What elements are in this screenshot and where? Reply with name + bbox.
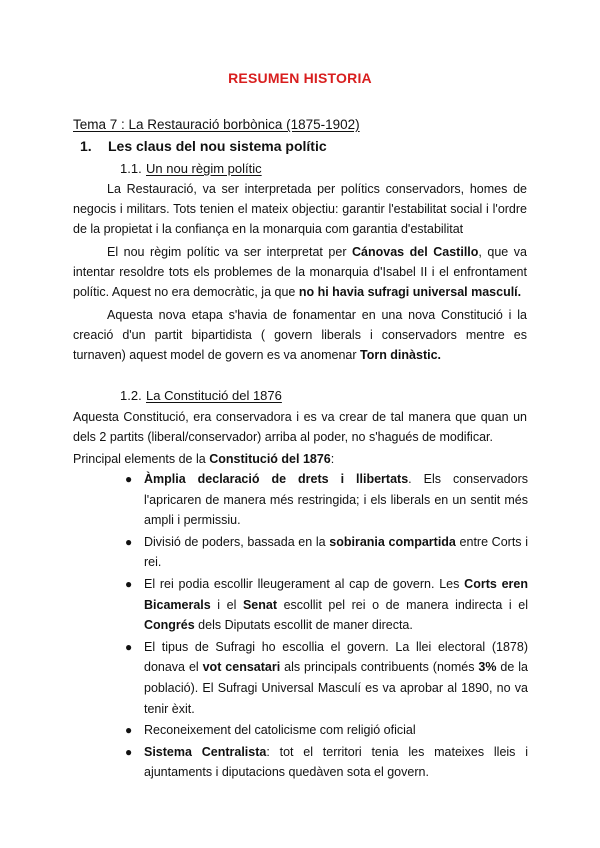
bold-text: sobirania compartida xyxy=(329,534,456,549)
text-run: El tipus de Sufragi ho escollia el govern. La llei electoral (1878) donava el xyxy=(144,639,528,675)
bullet-icon: ● xyxy=(125,639,133,654)
bold-text: vot censatari xyxy=(202,660,281,675)
subsection-title: Un nou règim polític xyxy=(146,161,262,176)
text-run: als principals contribuents (només xyxy=(280,660,479,675)
list-item xyxy=(118,742,528,783)
list-item xyxy=(118,532,528,573)
subsection-number: 1.2. xyxy=(120,388,142,403)
text-run: de la població). El Sufragi Universal Masculí es va aprobar al 1890, no va tenir èxit. xyxy=(144,660,528,716)
text-run: El nou règim polític va ser interpretat per xyxy=(107,245,353,259)
text-run: i el xyxy=(210,597,243,612)
bold-text: Corts eren Bicamerals xyxy=(144,576,528,612)
bold-text: no hi havia sufragi universal masculí. xyxy=(298,285,522,299)
subsection-title: La Constitució del 1876 xyxy=(146,388,282,403)
bold-text: Torn dinàstic. xyxy=(359,348,442,362)
text-run: Divisió de poders, bassada en la xyxy=(144,534,330,549)
list-item xyxy=(118,637,528,719)
text-run: : xyxy=(330,452,335,466)
text-run: Aquesta nova etapa s'havia de fonamentar en una nova Constitució i la creació d'un partit bipartidista ( govern liberals i conservadors mentre es turnaven) aquest model de govern es va anomenar xyxy=(73,308,527,362)
bullet-icon: ● xyxy=(125,744,133,759)
section-title: Les claus del nou sistema polític xyxy=(108,138,327,154)
paragraph-elements xyxy=(73,449,527,469)
list-item xyxy=(118,574,528,636)
bullet-icon: ● xyxy=(125,576,133,591)
section-number: 1. xyxy=(80,138,92,154)
subsection-heading-1 xyxy=(120,161,262,176)
bold-text: Congrés xyxy=(144,618,195,633)
text-run: . Els conservadors l'apricaren de manera més restringida; i els liberals en un sentit més ampli i permissiu. xyxy=(144,472,528,528)
bold-text: Àmplia declaració de drets i llibertats xyxy=(144,472,409,486)
bold-text: 3% xyxy=(478,660,497,675)
text-run: Principal elements de la xyxy=(73,452,210,466)
bullet-icon: ● xyxy=(125,472,133,486)
text-run: Reconeixement del catolicisme com religió oficial xyxy=(144,723,416,738)
bold-text: Cánovas del Castillo xyxy=(352,245,479,259)
section-heading xyxy=(80,138,327,154)
subsection-heading-2 xyxy=(120,388,282,403)
text-run: entre Corts i rei. xyxy=(144,534,528,570)
paragraph-restauracio: La Restauració, va ser interpretada per polítics conservadors, homes de negocis i militars. Tots tenien el mateix objectiu: garantir l'estabilitat social i l'ordre de la propietat i la confiança en la monarquia com garantia d'estabilitat xyxy=(73,182,527,236)
bold-text: Senat xyxy=(242,597,278,612)
text-run: : tot el territori tenia les mateixes lleis i ajuntaments i diputacions quedàven sota el govern. xyxy=(144,744,528,780)
bullet-icon: ● xyxy=(125,723,133,738)
tema-heading: Tema 7 : La Restauració borbònica (1875-1902) xyxy=(73,117,360,132)
text-run: escollit pel rei o de manera indirecta i el xyxy=(277,597,528,612)
subsection-number: 1.1. xyxy=(120,161,142,176)
text-run: , que va intentar resoldre tots els problemes de la monarquia d'Isabel II i el enfrontament polític. Aquest no era democràtic, ja que xyxy=(73,245,527,299)
bold-text: Constitució del 1876 xyxy=(209,452,331,466)
paragraph-nova-etapa xyxy=(73,305,527,365)
document-title: RESUMEN HISTORIA xyxy=(228,70,372,86)
bullet-icon: ● xyxy=(125,534,133,549)
bold-text: Sistema Centralista xyxy=(144,744,267,759)
paragraph-nou-regim xyxy=(73,242,527,302)
list-item xyxy=(118,720,528,741)
text-run: dels Diputats escollit de maner directa. xyxy=(194,618,413,633)
paragraph-constitucio: Aquesta Constitució, era conservadora i es va crear de tal manera que quan un dels 2 partits (liberal/conservador) arriba al poder, no s'hagués de modificar. xyxy=(73,410,527,444)
text-run: El rei podia escollir lleugerament al cap de govern. Les xyxy=(144,576,465,591)
list-item xyxy=(118,469,528,531)
elements-list xyxy=(118,469,528,784)
